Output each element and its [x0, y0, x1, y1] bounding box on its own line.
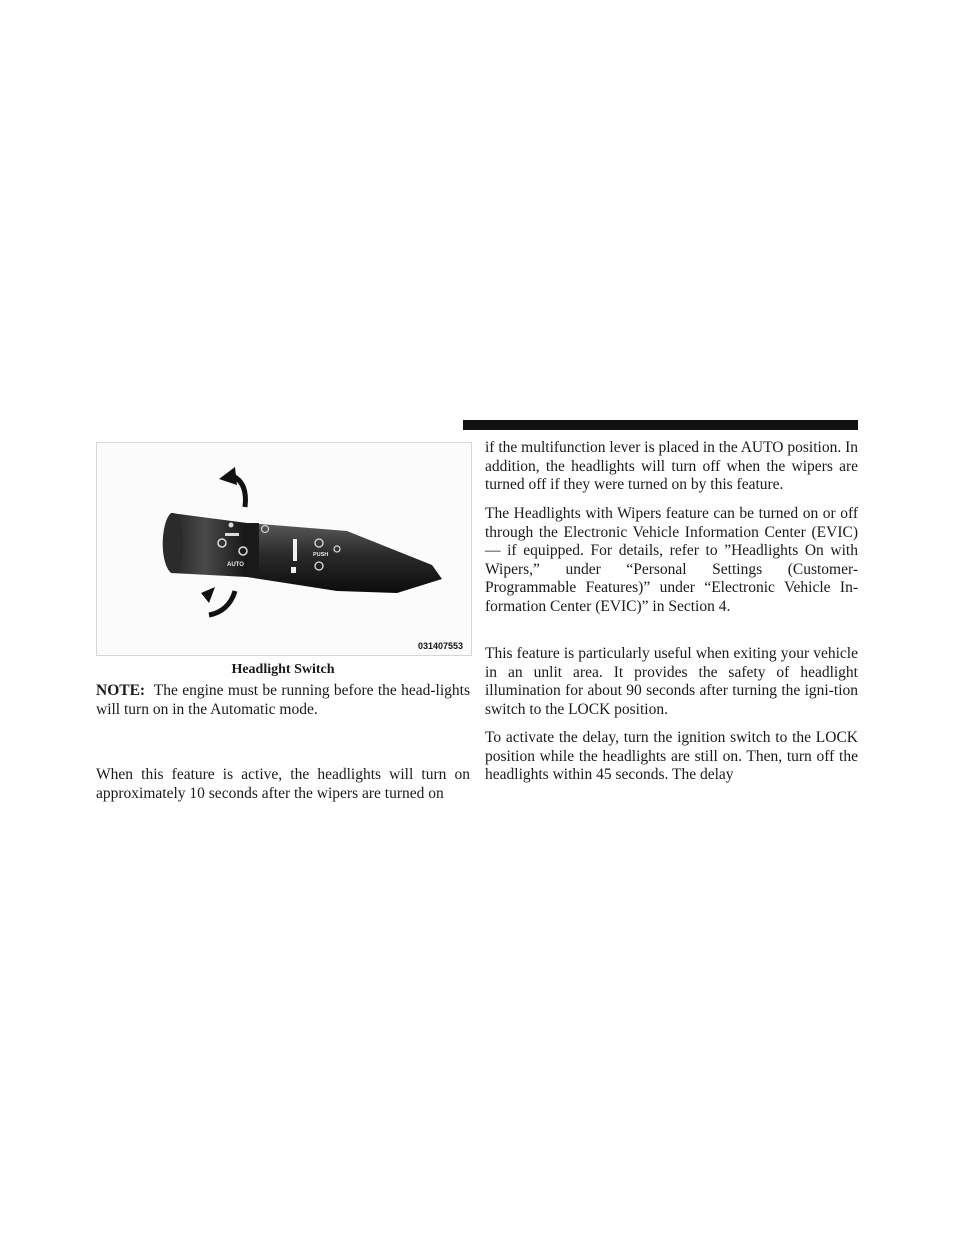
right-paragraph-3: This feature is particularly useful when exiting your vehicle in an unlit area. It provides the safety of headlight illumination for about 90 seconds after turning the igni-tion switch to the LOCK position. [485, 645, 858, 718]
parking-lamp-icon [225, 533, 239, 536]
rotate-down-arrow-icon [209, 591, 235, 615]
left-paragraph: When this feature is active, the headlights will turn on approximately 10 seconds after the wipers are turned on [96, 766, 470, 802]
note-paragraph [96, 682, 470, 719]
right-paragraph-2: The Headlights with Wipers feature can be turned on or off through the Electronic Vehicle Information Center (EVIC) — if equipped. For details, refer to ”Headlights On with Wipers,” under “Personal Settings (Customer-Programmable Features)” under “Electronic Vehicle In-formation Center (EVIC)” in Section 4. [485, 505, 858, 615]
note-text: The engine must be running before the head-lights will turn on in the Automatic mode. [96, 682, 471, 718]
knob-ring [247, 523, 259, 577]
rotate-up-arrowhead-icon [219, 467, 237, 485]
figure-caption: Headlight Switch [231, 662, 335, 677]
headlight-switch-figure [96, 442, 472, 656]
push-label: PUSH [313, 552, 329, 558]
right-paragraph-4: To activate the delay, turn the ignition switch to the LOCK position while the headlights are still on. Then, turn off the headlights within 45 seconds. The delay [485, 729, 858, 784]
auto-label: AUTO [227, 562, 244, 568]
right-paragraph-1: if the multifunction lever is placed in the AUTO position. In addition, the headlights will turn off when the wipers are turned off if they were turned on by this feature. [485, 439, 858, 494]
note-label: NOTE: [96, 682, 146, 699]
knob-end-cap [163, 513, 183, 573]
off-position-icon [229, 523, 234, 528]
rotate-down-arrowhead-icon [201, 587, 215, 603]
headlight-switch-illustration [97, 443, 471, 655]
lever-stalk [247, 523, 442, 593]
section-rule [463, 420, 858, 430]
wiper-band-marker [293, 539, 297, 561]
figure-id: 031407553 [417, 641, 463, 651]
wiper-low-marker [291, 567, 296, 573]
